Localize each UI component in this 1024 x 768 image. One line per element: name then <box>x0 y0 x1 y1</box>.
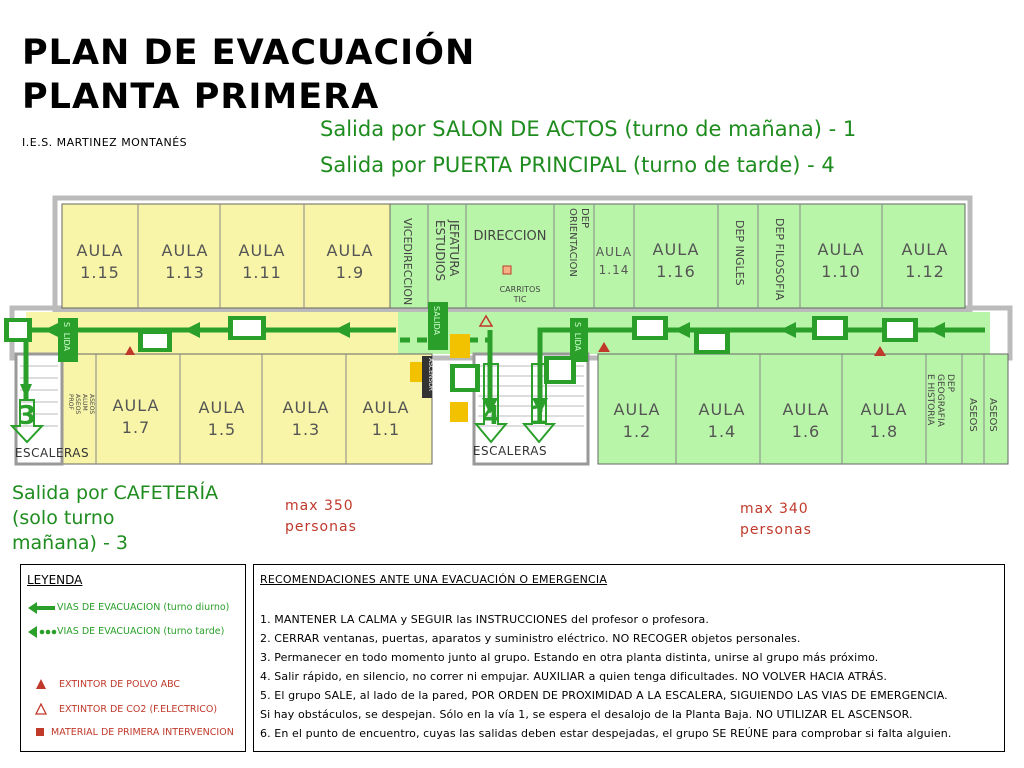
cafeteria-exit-line-3: mañana) - 3 <box>12 532 128 554</box>
route-evening-icon <box>27 625 57 639</box>
office-jefatura-1: JEFATURA <box>447 220 461 277</box>
office-geografia-3: E HISTORIA <box>925 374 935 426</box>
room-number: 1.2 <box>622 422 652 441</box>
room-label: AULA <box>282 398 330 417</box>
legend-first-intervention: MATERIAL DE PRIMERA INTERVENCION <box>51 727 234 738</box>
aseos-label: ASEOS <box>74 394 81 415</box>
room-label: AULA <box>112 396 160 415</box>
room-number: 1.5 <box>207 420 237 439</box>
capacity-right-unit: personas <box>740 522 812 538</box>
office-jefatura-2: ESTUDIOS <box>433 220 447 282</box>
first-intervention-icon <box>35 727 45 737</box>
recommendation-line: 1. MANTENER LA CALMA y SEGUIR las INSTRUCCIONES del profesor o profesora. <box>260 613 709 626</box>
exit-1-heading: Salida por SALON DE ACTOS (turno de mañana) - 1 <box>320 117 857 141</box>
aseos-label: PROF <box>67 394 74 410</box>
room-number: 1.13 <box>165 263 205 282</box>
route-day-icon <box>27 601 57 615</box>
exit-number-1: 1 <box>529 401 549 431</box>
recommendations-box <box>253 564 1005 752</box>
room-number: 1.11 <box>242 263 282 282</box>
office-geografia-1: DEP <box>945 374 955 393</box>
recommendation-line: 6. En el punto de encuentro, cuyas las salidas deben estar despejadas, el grupo SE REÚNE para comprobar si falta alguien. <box>260 727 952 740</box>
carritos-label-2: TIC <box>513 295 527 304</box>
exit-number-3: 3 <box>17 401 37 431</box>
room-label: AULA <box>901 240 949 259</box>
room-number: 1.4 <box>707 422 737 441</box>
carritos-label-1: CARRITOS <box>499 285 541 294</box>
capacity-right-max: max 340 <box>740 501 809 517</box>
legend-title: LEYENDA <box>27 573 83 587</box>
office-ingles: DEP INGLES <box>733 220 746 286</box>
legend-route-evening: VIAS DE EVACUACION (turno tarde) <box>57 626 225 637</box>
room-label: AULA <box>198 398 246 417</box>
room-label: AULA <box>238 241 286 260</box>
room-number: 1.9 <box>335 263 365 282</box>
stairs-label-center: ESCALERAS <box>472 444 548 458</box>
room-label: AULA <box>652 240 700 259</box>
office-aseos-2: ASEOS <box>987 398 998 432</box>
exit-badge-label: SALIDA <box>432 306 441 336</box>
recommendation-line: 4. Salir rápido, en silencio, no correr ni empujar. AUXILIAR a quien tenga dificultades. NO VOLVER HACIA ATRÁS. <box>260 670 888 683</box>
exit-4-heading: Salida por PUERTA PRINCIPAL (turno de tarde) - 4 <box>320 153 835 177</box>
cafeteria-exit-line-2: (solo turno <box>12 507 115 529</box>
room-number: 1.10 <box>821 262 861 281</box>
capacity-left-max: max 350 <box>285 498 354 514</box>
room-label: AULA <box>613 400 661 419</box>
room-label: AULA <box>326 241 374 260</box>
room-label: AULA <box>860 400 908 419</box>
school-name: I.E.S. MARTINEZ MONTANÉS <box>22 136 188 149</box>
aseos-label: ALUM <box>81 394 88 411</box>
room-label: AULA <box>76 241 124 260</box>
room-label: AULA <box>362 398 410 417</box>
legend-route-day: VIAS DE EVACUACION (turno diurno) <box>57 602 230 613</box>
legend-box <box>20 564 246 752</box>
room-label: AULA <box>698 400 746 419</box>
stairs-label-left: ESCALERAS <box>14 446 90 460</box>
room-number: 1.15 <box>80 263 120 282</box>
room-label: AULA <box>817 240 865 259</box>
exit-number-4: 4 <box>481 401 501 431</box>
title-line-2: PLANTA PRIMERA <box>22 77 380 117</box>
office-direccion: DIRECCION <box>473 229 547 244</box>
office-aseos-1: ASEOS <box>967 398 978 432</box>
legend-extinguisher-abc: EXTINTOR DE POLVO ABC <box>59 679 181 690</box>
title-line-1: PLAN DE EVACUACIÓN <box>22 33 476 73</box>
room-number: 1.7 <box>121 418 151 437</box>
extinguisher-abc-icon <box>35 678 47 690</box>
recommendation-line: 3. Permanecer en todo momento junto al grupo. Estando en otra planta distinta, unirse al grupo más próximo. <box>260 651 879 664</box>
room-label: AULA <box>161 241 209 260</box>
elevator-label: ASCENSOR <box>427 358 434 392</box>
room-number: 1.8 <box>869 422 899 441</box>
cafeteria-exit-line-1: Salida por CAFETERÍA <box>12 482 219 504</box>
legend-extinguisher-co2: EXTINTOR DE CO2 (F.ELECTRICO) <box>59 704 218 715</box>
recommendation-line: 2. CERRAR ventanas, puertas, aparatos y suministro eléctrico. NO RECOGER objetos personales. <box>260 632 801 645</box>
extinguisher-co2-icon <box>35 703 47 715</box>
office-orientacion-1: DEP <box>579 208 590 229</box>
office-vicedireccion: VICEDIRECCION <box>401 218 414 306</box>
exit-badge-label: SALIDA <box>573 322 582 352</box>
room-label: AULA <box>595 245 633 259</box>
room-number: 1.1 <box>371 420 401 439</box>
room-number: 1.3 <box>291 420 321 439</box>
exit-badge-label: SALIDA <box>62 322 71 352</box>
recommendation-line: Si hay obstáculos, se despejan. Sólo en la vía 1, se espera el desalojo de la Planta Baja. NO UTILIZAR EL ASCENSOR. <box>260 708 913 721</box>
room-number: 1.14 <box>598 263 630 277</box>
office-orientacion-2: ORIENTACION <box>567 208 578 277</box>
recommendation-line: 5. El grupo SALE, al lado de la pared, POR ORDEN DE PROXIMIDAD A LA ESCALERA, SIGUIENDO LAS VIAS DE EMERGENCIA. <box>260 689 948 702</box>
room-label: AULA <box>782 400 830 419</box>
floor-plan <box>0 190 1024 480</box>
room-number: 1.12 <box>905 262 945 281</box>
room-number: 1.16 <box>656 262 696 281</box>
first-response-material-icon <box>503 266 511 274</box>
aseos-label: ASEOS <box>88 394 95 415</box>
capacity-left-unit: personas <box>285 519 357 535</box>
room-number: 1.6 <box>791 422 821 441</box>
office-filosofia: DEP FILOSOFIA <box>773 218 786 301</box>
office-geografia-2: GEOGRAFIA <box>935 374 945 427</box>
recommendations-title: RECOMENDACIONES ANTE UNA EVACUACIÓN O EMERGENCIA <box>260 573 608 586</box>
